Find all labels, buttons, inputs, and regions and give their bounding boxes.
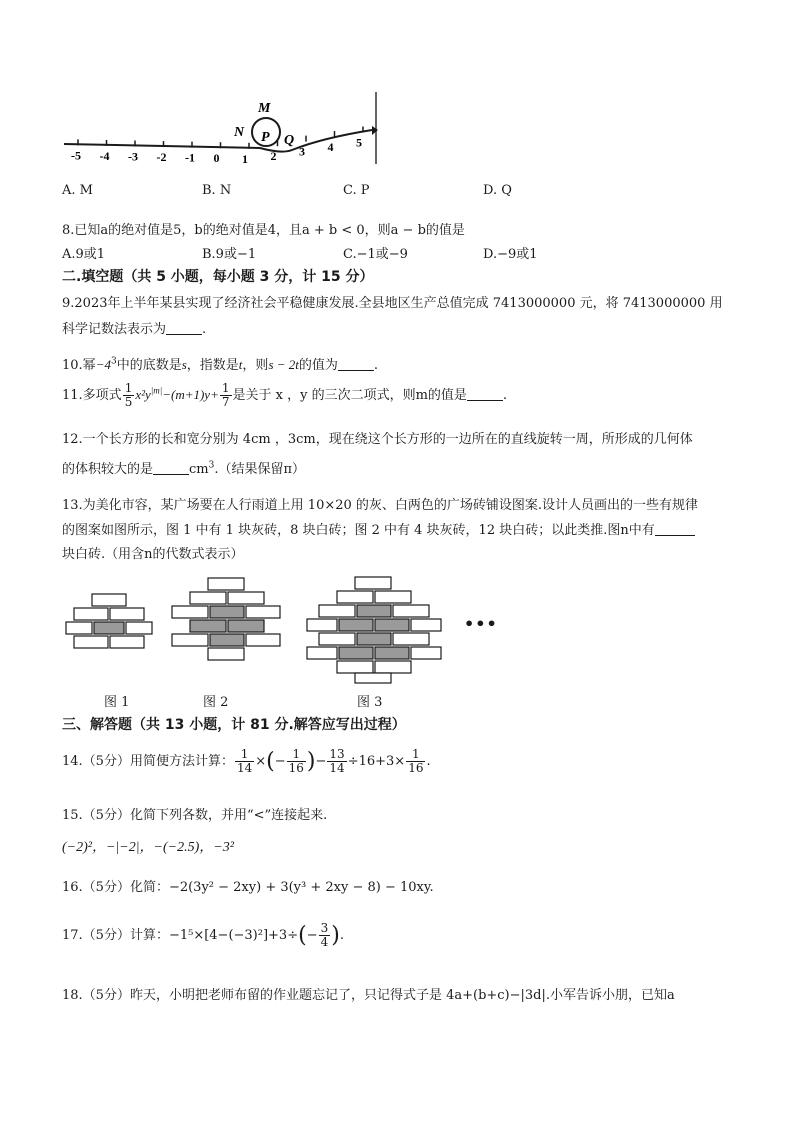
- tick-label: 0: [213, 151, 220, 166]
- q14: 14.（5分）用简便方法计算： $\frac{1}{14}$ ×(− $\frac{1}{16}$ )− $\frac{13}{14}$ ÷16+3× $\frac{1}{16}$ .: [62, 747, 431, 775]
- q17-pre: 17.（5分）计算：−1⁵×[4−(−3)²]+3÷: [62, 928, 299, 943]
- tick-label: -1: [185, 150, 195, 165]
- q13-line2-text: 的图案如图所示，图 1 中有 1 块灰砖，8 块白砖；图 2 中有 4 块灰砖，12 块白砖；以此类推.图n中有: [62, 523, 655, 538]
- tick-label: 2: [270, 149, 277, 164]
- point-label-n: N: [234, 125, 245, 140]
- tick-label: 3: [299, 144, 305, 159]
- q10: 10.幂$-4^3$中的底数是s，指数是t，则s − 2t的值为 .: [62, 356, 379, 373]
- q9-line2-text: 科学记数法表示为: [62, 322, 167, 337]
- q10-tail: 的值为: [298, 358, 338, 373]
- q10-pre: 10.幂: [62, 358, 96, 373]
- tick-label: 5: [356, 135, 362, 150]
- q15-line1: 15.（5分）化简下列各数，并用“<”连接起来.: [62, 808, 328, 823]
- tile-ellipsis: •••: [464, 614, 498, 633]
- tile-figure-2: [170, 576, 282, 664]
- q13-line2: [62, 519, 695, 538]
- figure-caption-2: 图 2: [203, 695, 229, 710]
- tick-label: -3: [128, 149, 138, 164]
- q12-line2a: 的体积较大的是: [62, 462, 154, 477]
- q9-line2: 科学记数法表示为 .: [62, 322, 207, 337]
- q14-fraction-c: $\frac{13}{14}$: [329, 747, 345, 775]
- q10-mid: 中的底数是: [116, 358, 182, 373]
- q14-fraction-a: $\frac{1}{14}$: [236, 747, 253, 775]
- q13-line3: 块白砖.（用含n的代数式表示）: [62, 547, 244, 562]
- q8-option-d: D.−9或1: [483, 247, 538, 262]
- q17: 17.（5分）计算：−1⁵×[4−(−3)²]+3÷(− $\frac{3}{4}$ ).: [62, 921, 344, 949]
- q7-option-b: B. N: [202, 183, 232, 198]
- figure-caption-1: 图 1: [104, 695, 130, 710]
- q11-term2: −(m+1)y+: [162, 387, 219, 402]
- section-2-title: 二.填空题（共 5 小题，每小题 3 分，计 15 分）: [62, 269, 374, 285]
- tick-label: -4: [99, 148, 110, 163]
- answer-blank[interactable]: [467, 388, 503, 401]
- q10-expr: −4: [95, 357, 111, 372]
- q8-option-b: B.9或−1: [202, 247, 257, 262]
- section-3-title: 三、解答题（共 13 小题，计 81 分.解答应写出过程）: [62, 717, 406, 733]
- q8-option-c: C.−1或−9: [343, 247, 408, 262]
- q10-post: ，则: [242, 358, 269, 373]
- point-label-p: P: [261, 130, 270, 145]
- tick-label: -2: [156, 150, 167, 165]
- answer-blank[interactable]: [153, 462, 189, 475]
- point-label-q: Q: [284, 133, 295, 148]
- q12-unit-exp: 3: [208, 460, 215, 471]
- answer-blank[interactable]: [166, 322, 202, 335]
- q12-unit: cm: [189, 462, 209, 477]
- q11-term1: x²y: [135, 387, 151, 402]
- tick-label: 1: [242, 151, 248, 166]
- q11-post: 是关于 x ，y 的三次二项式，则m的值是: [232, 388, 467, 403]
- point-label-m: M: [258, 101, 271, 116]
- q18: 18.（5分）昨天，小明把老师布留的作业题忘记了，只记得式子是 4a+(b+c)−|3d|.小军告诉小朋，已知a: [62, 988, 675, 1003]
- q13-line1: 13.为美化市容，某广场要在人行雨道上用 10×20 的灰、白两色的广场砖铺设图案.设计人员画出的一些有规律: [62, 498, 699, 513]
- q14-fraction-b: $\frac{1}{16}$: [288, 747, 304, 775]
- q9-line1: 9.2023年上半年某县实现了经济社会平稳健康发展.全县地区生产总值完成 7413000000 元，将 7413000000 用: [62, 296, 723, 311]
- q14-mid: ÷16+3×: [347, 754, 406, 769]
- q10-s: s: [181, 357, 187, 372]
- q7-option-c: C. P: [343, 183, 370, 198]
- q11-exp1: |m|: [150, 385, 163, 396]
- q11-fraction-2: $\frac{1}{7}$: [221, 381, 230, 409]
- number-line-figure: [60, 88, 390, 170]
- q12-line2b: .（结果保留π）: [214, 462, 306, 477]
- q10-result: s − 2t: [268, 357, 299, 372]
- q17-fraction: $\frac{3}{4}$: [320, 921, 329, 949]
- answer-blank[interactable]: [655, 523, 695, 536]
- q11-fraction-1: $\frac{1}{5}$: [124, 381, 133, 409]
- tick-label: -5: [71, 148, 81, 163]
- q8-option-a: A.9或1: [62, 247, 106, 262]
- answer-blank[interactable]: [338, 358, 374, 371]
- q10-exp: 3: [110, 356, 117, 367]
- q14-fraction-d: $\frac{1}{16}$: [408, 747, 424, 775]
- q16: 16.（5分）化简：−2(3y² − 2xy) + 3(y³ + 2xy − 8) − 10xy.: [62, 880, 434, 895]
- q12-line2: [62, 458, 305, 477]
- q7-option-a: A. M: [62, 183, 93, 198]
- q15-line2: (−2)²，−|−2|，−(−2.5)，−3²: [62, 840, 234, 855]
- q11: 11.多项式 $\frac{1}{5}$ $x^2y^{|m|}-(m+1)y+$ $\frac{1}{7}$ 是关于 x ，y 的三次二项式，则m的值是 .: [62, 381, 508, 409]
- tick-label: 4: [327, 140, 334, 155]
- q12-line1: 12.一个长方形的长和宽分别为 4cm ，3cm，现在绕这个长方形的一边所在的直线旋转一周，所形成的几何体: [62, 432, 693, 447]
- q8-stem: 8.已知a的绝对值是5，b的绝对值是4，且a + b < 0，则a − b的值是: [62, 223, 465, 238]
- q11-pre: 11.多项式: [62, 388, 122, 403]
- figure-caption-3: 图 3: [357, 695, 383, 710]
- q10-comma: ，指数是: [186, 358, 239, 373]
- q10-t: t: [238, 357, 243, 372]
- q14-pre: 14.（5分）用简便方法计算：: [62, 754, 234, 769]
- tile-figure-3: [305, 575, 443, 685]
- q7-option-d: D. Q: [483, 183, 512, 198]
- tile-figure-1: [64, 592, 154, 652]
